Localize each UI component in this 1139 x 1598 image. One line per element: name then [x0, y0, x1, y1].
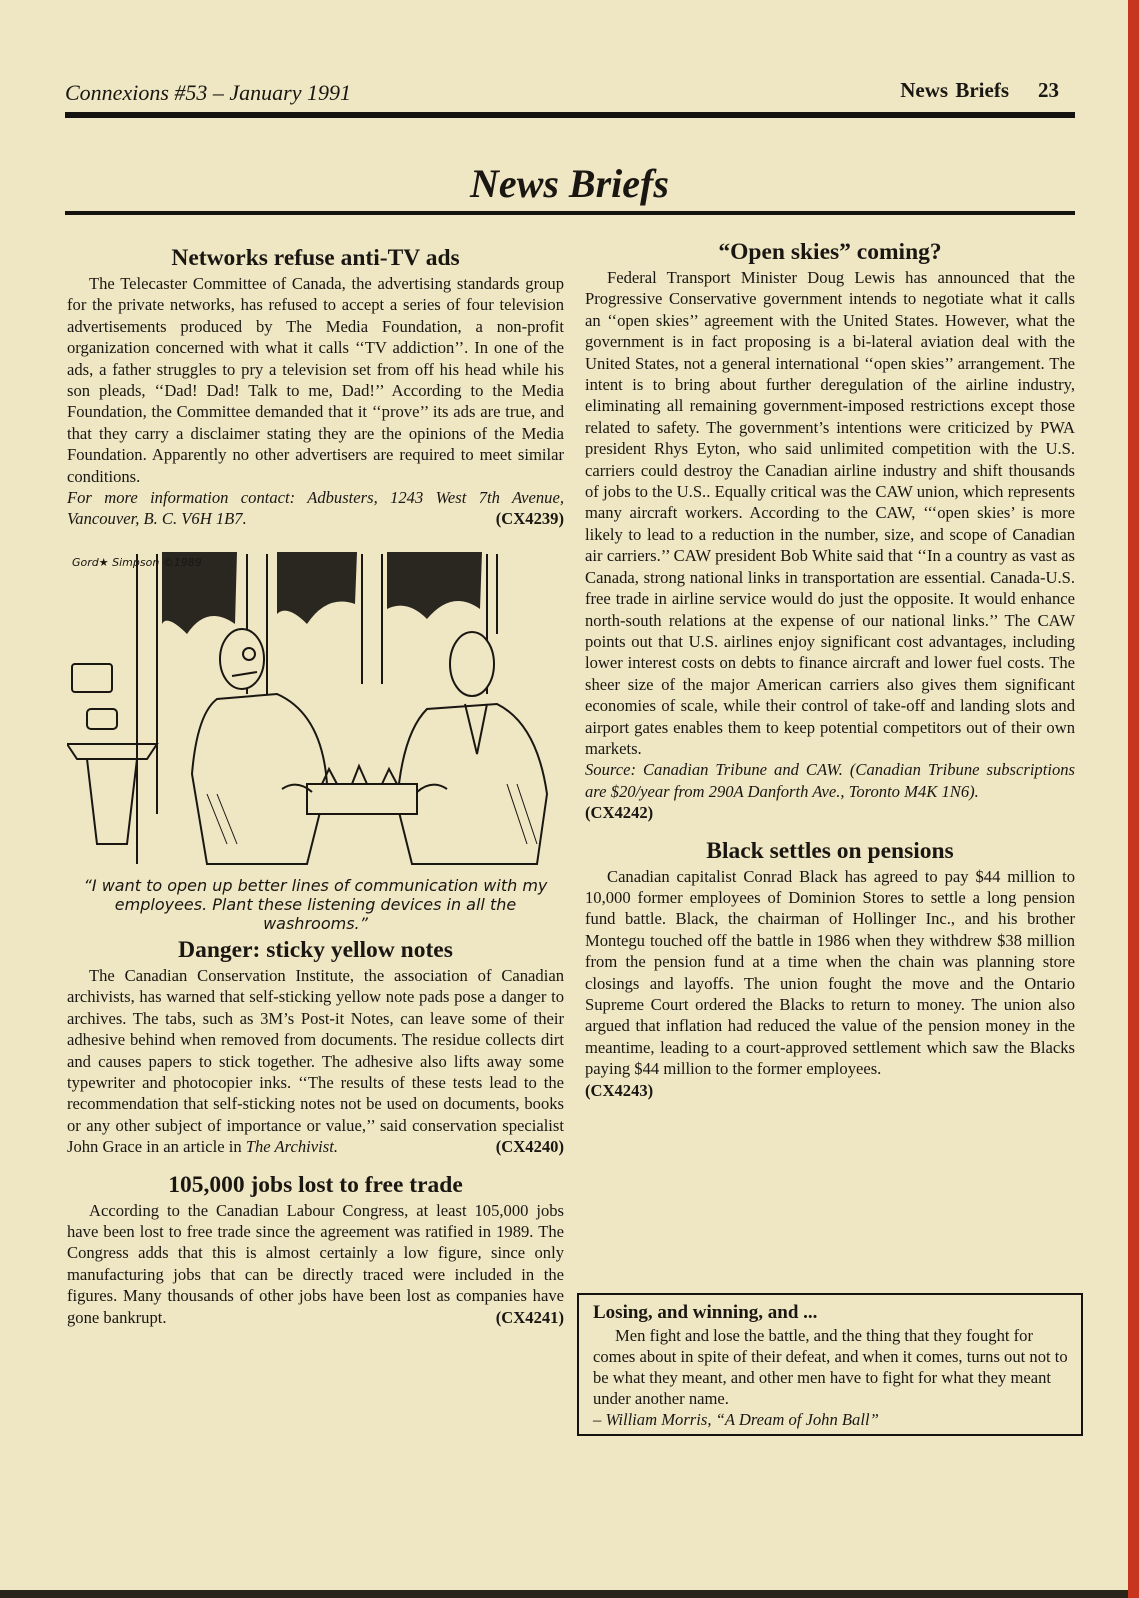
article-headline: Danger: sticky yellow notes: [178, 936, 453, 963]
right-column: [585, 237, 1075, 1101]
article-body-text: The Canadian Conservation Institute, the association of Canadian archivists, has warned that self-sticking yellow note pads pose a danger to archives. The tabs, such as 3M’s Post-it Notes, can leave some of their adhesive behind when removed from documents. The residue collects dirt and causes papers to stick together. The adhesive also lifts away some typewriter and photocopier inks. ‘‘The results of these tests lead to the recommendation that self-sticking notes not be used on documents, books or any other subject of importance or value,’’ said conservation specialist John Grace in an article in: [67, 965, 564, 1157]
article-body: Canadian capitalist Conrad Black has agreed to pay $44 million to 10,000 former employees of Dominion Stores to settle a long pension fund battle. Black, the chairman of Hollinger Inc., and his brother Montegu touched off the battle in 1986 when they withdrew $38 million from the pension fund at a time when the chain was planning store closings and layoffs. The union fought the move and the Ontario Supreme Court ordered the Blacks to return to money. The union also argued that inflation had reduced the value of the pension money in the meantime, leading to a court-approved settlement which saw the Blacks paying $44 million to the former employees.: [585, 866, 1075, 1079]
header-rule: [65, 112, 1075, 118]
article-code: (CX4239): [495, 509, 564, 529]
page-bottom-edge: [0, 1590, 1139, 1598]
cartoon-illustration: [67, 544, 557, 874]
left-column: [67, 243, 564, 1328]
quote-attribution: – William Morris, “A Dream of John Ball”: [593, 1410, 879, 1429]
article-code: (CX4243): [585, 1080, 654, 1100]
article-headline: “Open skies” coming?: [718, 239, 942, 265]
article-code: (CX4241): [495, 1307, 564, 1327]
article-body: Federal Transport Minister Doug Lewis has announced that the Progressive Conservative government intends to negotiate what it calls an ‘‘open skies’’ agreement with the United States. However, what the government is in fact proposing is a bi-lateral aviation deal with the United States, not a general international ‘‘open skies’’ arrangement. The intent is to bring about further deregulation of the airline industry, eliminating all remaining government-imposed restrictions except those related to safety. The government’s intentions were criticized by PWA president Rhys Eyton, who said unlimited competition with the U.S. carriers could destroy the Canadian airline industry and shift thousands of jobs to the U.S.. Equally critical was the CAW union, which represents many aircraft workers. According to the CAW, ‘‘‘open skies’ is more likely to lead to a reduction in the number, size, and scope of Canadian air carriers.’’ CAW president Bob White said that ‘‘In a country as vast as Canada, strong national links in transportation are essential. Canada-U.S. free trade in airline service would do just the opposite. It would enhance north-south relations at the expense of our national links.’’ The CAW points out that U.S. airlines enjoy significant cost advantages, including lower interest costs on debts to finance aircraft and lower fuel costs. The sheer size of the major American carriers also gives them significant economies of scale, while their control of take-off and landing slots and airport gates enables them to keep potential competitors out of their own markets.: [585, 268, 1075, 758]
cartoon-caption: “I want to open up better lines of communication with my employees. Plant these listening devices in all the washrooms.”: [83, 875, 548, 933]
article-headline: Networks refuse anti-TV ads: [171, 245, 460, 271]
article-black-pensions: [585, 836, 1075, 1101]
article-anti-tv-ads: [67, 243, 564, 530]
article-headline: 105,000 jobs lost to free trade: [168, 1171, 463, 1198]
section-name: News Briefs: [900, 78, 1009, 102]
editorial-cartoon: [67, 544, 564, 933]
article-headline: Black settles on pensions: [706, 837, 954, 864]
publication-issue: Connexions #53 – January 1991: [65, 80, 351, 105]
article-open-skies: [585, 237, 1075, 824]
article-contact-line: [67, 487, 564, 530]
quote-title: Losing, and winning, and ...: [593, 1302, 818, 1323]
page-right-edge: [1128, 0, 1139, 1598]
quote-body: Men fight and lose the battle, and the thing that they fought for comes about in spite of their defeat, and when it comes, turns out not to be what they meant, and other men have to fight for what they meant under another name.: [593, 1326, 1068, 1408]
cartoon-signature: Gord★ Simpson ©1989: [72, 555, 202, 569]
running-header: [900, 78, 1059, 103]
article-source: Source: Canadian Tribune and CAW. (Canadian Tribune subscriptions are $20/year from 290A Danforth Ave., Toronto M4K 1N6).: [585, 760, 1075, 801]
article-sticky-notes: [67, 935, 564, 1158]
article-free-trade: [67, 1170, 564, 1328]
article-body: [67, 965, 564, 1158]
article-contact: For more information contact: Adbusters, 1243 West 7th Avenue, Vancouver, B. C. V6H 1B7.: [67, 488, 564, 529]
article-code: (CX4242): [585, 803, 654, 823]
masthead-rule: [65, 211, 1075, 215]
cited-publication: The Archivist.: [245, 1137, 338, 1157]
quote-box: [577, 1293, 1083, 1436]
article-body-text: According to the Canadian Labour Congress, at least 105,000 jobs have been lost to free trade since the agreement was ratified in 1989. The Congress adds that this is almost certainly a low figure, since only manufacturing jobs that can be directly traced were included in the figures. Many thousands of other jobs have been lost as companies have gone bankrupt.: [67, 1200, 564, 1327]
article-body: [67, 1200, 564, 1328]
article-code: (CX4240): [495, 1137, 564, 1157]
page-number: 23: [1038, 78, 1059, 102]
section-masthead: News Briefs: [470, 161, 669, 206]
article-body: The Telecaster Committee of Canada, the advertising standards group for the private networks, has refused to accept a series of four television advertisements produced by The Media Foundation, a non-profit organization concerned with what it calls ‘‘TV addiction’’. In one of the ads, a father struggles to pry a television set from off his head while his son pleads, ‘‘Dad! Dad! Talk to me, Dad!’’ According to the Media Foundation, the Committee demanded that it ‘‘prove’’ its ads are true, and that they carry a disclaimer stating they are the opinions of the Media Foundation. Apparently no other advertisers are required to meet similar conditions.: [67, 274, 564, 486]
